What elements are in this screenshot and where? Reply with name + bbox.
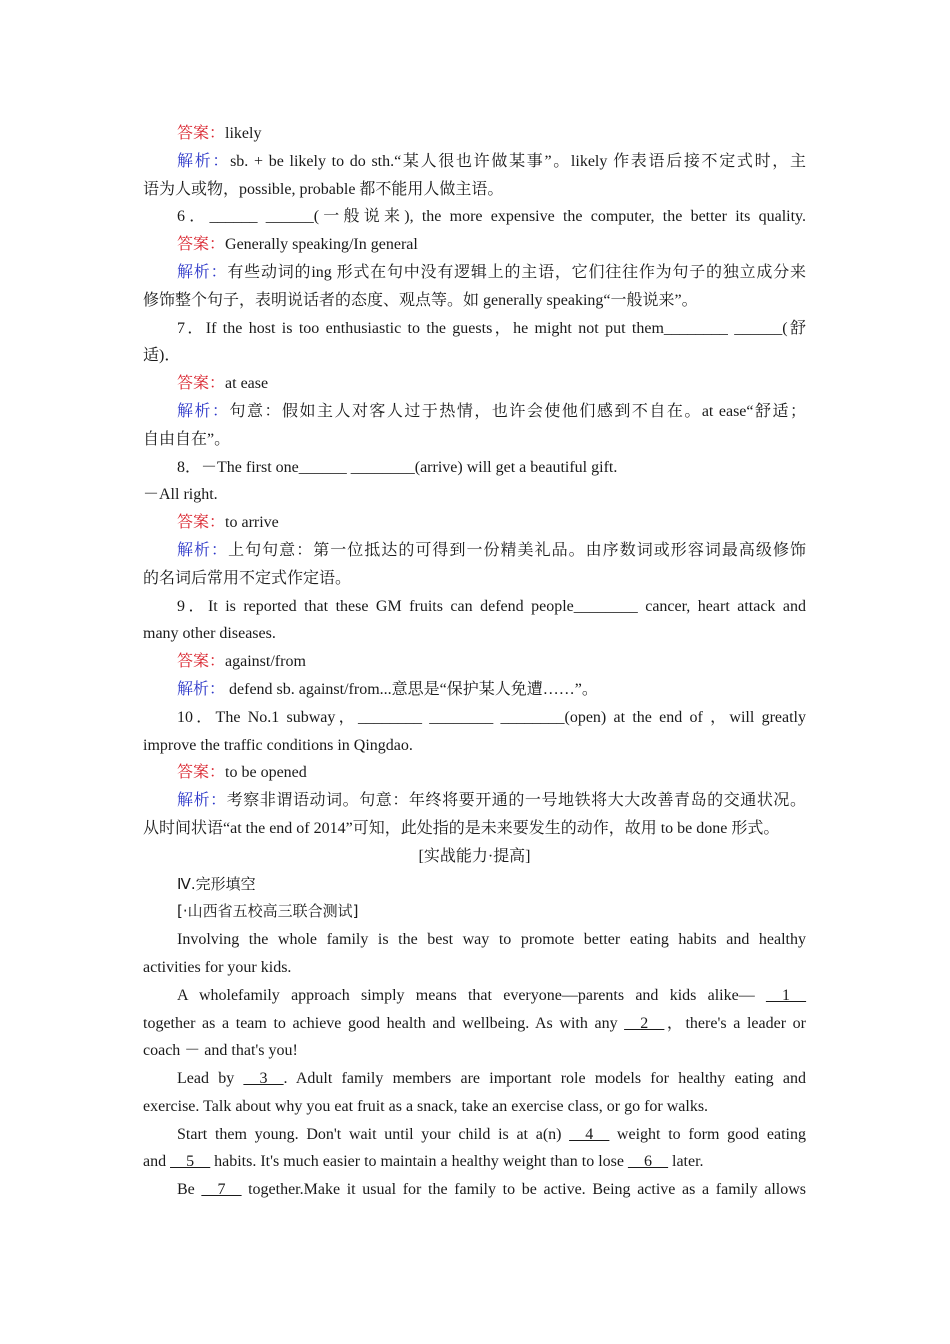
q5-answer-line [143,120,806,148]
q8-answer: to arrive [225,514,279,532]
blank-4: __4__ [569,1125,610,1143]
passage-p1-line2: activities for your kids. [143,958,292,976]
q5-analysis-cont: 语为人或物，possible, probable 都不能用人做主语。 [143,180,504,198]
blank-2: __2__ [624,1014,665,1032]
analysis-label: 解析： [177,263,228,281]
q10-analysis-text: 考察非谓语动词。句意：年终将要开通的一号地铁将大大改善青岛的交通状况。 [226,792,806,810]
passage-p2-line3: coach － and that's you! [143,1042,298,1060]
q9-analysis-line [143,676,806,704]
q7-answer: at ease [225,375,269,393]
passage-text: A wholefamily approach simply means that everyone—parents and kids alike— [177,986,766,1004]
q6-analysis-text: 有些动词的ing 形式在句中没有逻辑上的主语，它们往往作为句子的独立成分来 [227,263,806,281]
passage-p5-line1 [143,1176,806,1204]
passage-p3-line1 [143,1065,806,1093]
document-page [143,120,806,1204]
passage-text: habits. It's much easier to maintain a healthy weight than to lose [210,1153,628,1171]
blank-7: __7__ [201,1181,242,1199]
passage-p3-line2: exercise. Talk about why you eat fruit as a snack, take an exercise class, or go for walks. [143,1097,709,1115]
answer-label: 答案： [177,125,226,142]
q6-answer: Generally speaking/In general [225,236,418,254]
passage-p4-line2 [143,1148,806,1176]
part-title: Ⅳ.完形填空 [177,874,256,893]
passage-text: Lead by [177,1070,244,1088]
blank-1: __1__ [766,986,806,1004]
q5-analysis-line [143,148,806,176]
q10-analysis-cont: 从时间状语“at the end of 2014”可知，此处指的是未来要发生的动作，故用 to be done 形式。 [143,819,780,837]
q5-analysis-text: sb. + be likely to do sth.“某人很也许做某事”。likely 作表语后接不定式时，主 [230,152,806,170]
answer-label: 答案： [177,764,226,782]
answer-label: 答案： [177,236,226,254]
q8-analysis-line [143,537,806,565]
passage-text: weight to form good eating [609,1125,806,1143]
q5-answer: likely [225,125,262,142]
passage-p1-line1: Involving the whole family is the best way to promote better eating habits and healthy [177,931,806,949]
passage-p4-line1 [143,1121,806,1149]
blank-6: __6__ [628,1153,668,1171]
q8-analysis-cont: 的名词后常用不定式作定语。 [143,569,352,587]
passage-text: later. [668,1153,704,1171]
q8-analysis-text: 上句句意：第一位抵达的可得到一份精美礼品。由序数词或形容词最高级修饰 [228,541,806,559]
q6-answer-line [143,231,806,259]
q7-question-cont: 适)． [143,347,181,365]
q9-analysis-text: defend sb. against/from...意思是“保护某人免遭……”。 [225,680,598,698]
answer-label: 答案： [177,514,226,532]
analysis-label: 解析： [177,541,229,559]
q9-answer: against/from [225,653,306,671]
q10-question-cont: improve the traffic conditions in Qingdao. [143,736,413,754]
passage-text: . Adult family members are important role models for healthy eating and [283,1070,806,1088]
q6-question: 6．______ ______(一般说来), the more expensive the computer, the better its quality. [177,208,806,226]
blank-3: __3__ [243,1070,284,1088]
q10-answer: to be opened [225,764,307,782]
analysis-label: 解析： [177,152,231,170]
q7-analysis-text: 句意：假如主人对客人过于热情，也许会使他们感到不自在。at ease“舒适； [229,402,806,420]
analysis-label: 解析： [177,402,230,420]
q10-answer-line [143,759,806,787]
q8-question: 8．－The first one______ ________(arrive) will get a beautiful gift. [177,458,618,476]
passage-text: Start them young. Don't wait until your child is at a(n) [177,1125,570,1143]
blank-5: __5__ [170,1153,211,1171]
q6-analysis-cont: 修饰整个句子，表明说话者的态度、观点等。如 generally speaking“一般说来”。 [143,291,698,309]
answer-label: 答案： [177,653,226,671]
q7-analysis-cont: 自由自在”。 [143,430,231,448]
q9-question-cont: many other diseases. [143,625,276,643]
q7-analysis-line [143,398,806,426]
q7-question: 7．If the host is too enthusiastic to the guests，he might not put them________ ______(舒 [177,319,806,337]
q7-answer-line [143,370,806,398]
section-title: [实战能力·提高] [418,847,531,865]
q10-analysis-line [143,787,806,815]
passage-p2-line1 [143,982,806,1010]
answer-label: 答案： [177,375,226,393]
passage-p2-line2 [143,1010,806,1038]
q8-answer-line [143,509,806,537]
passage-text: together.Make it usual for the family to be active. Being active as a family allows [241,1181,806,1199]
q9-question: 9．It is reported that these GM fruits can defend people________ cancer, heart attack and [177,597,806,615]
q10-question: 10．The No.1 subway，________ ________ ________(open) at the end of ，will greatly [177,708,806,726]
passage-text: ，there's a leader or [664,1014,806,1032]
analysis-label: 解析： [177,792,227,810]
passage-text: Be [177,1181,202,1199]
source-label: [·山西省五校高三联合测试] [177,902,359,921]
passage-text: and [143,1153,171,1171]
q9-answer-line [143,648,806,676]
q8-reply: －All right. [143,486,218,504]
analysis-label: 解析： [177,680,226,698]
q6-analysis-line [143,259,806,287]
passage-text: together as a team to achieve good health and wellbeing. As with any [143,1014,625,1032]
